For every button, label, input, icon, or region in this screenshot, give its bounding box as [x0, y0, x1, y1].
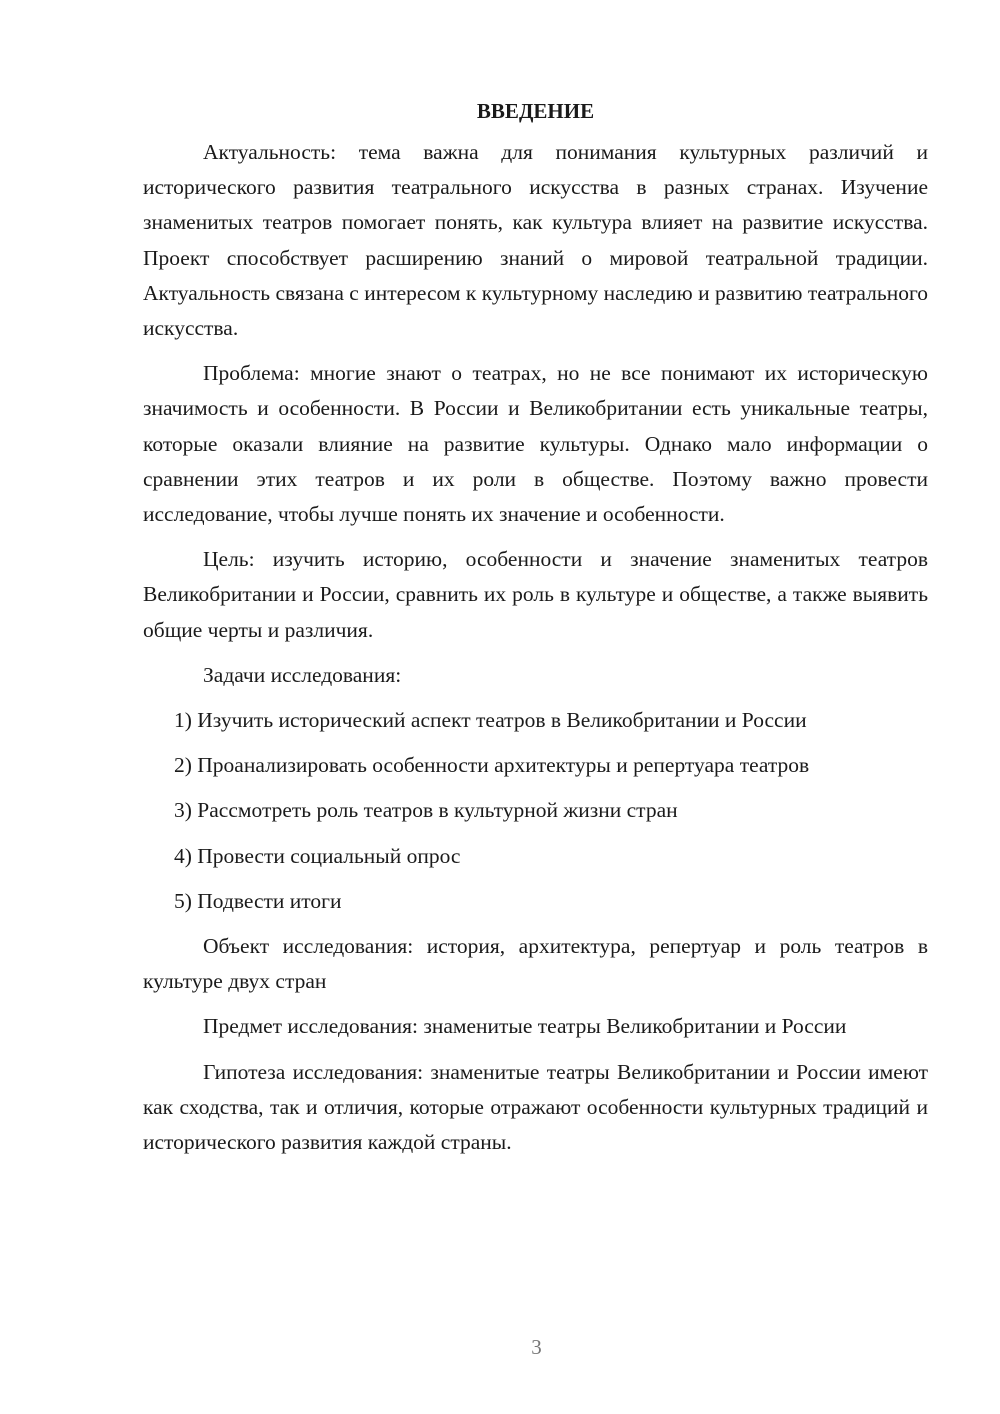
- relevance-paragraph: Актуальность: тема важна для понимания культурных различий и исторического развития театрального искусства в разных странах. Изучение знаменитых театров помогает понять, как культура влияет на развитие искусства. Проект способствует расширению знаний о мировой театральной традиции. Актуальность связана с интересом к культурному наследию и развитию театрального искусства.: [143, 140, 928, 341]
- problem-paragraph: Проблема: многие знают о театрах, но не все понимают их историческую значимость и особенности. В России и Великобритании есть уникальные театры, которые оказали влияние на развитие культуры. Однако мало информации о сравнении этих театров и их роли в обществе. Поэтому важно провести исследование, чтобы лучше понять их значение и особенности.: [143, 361, 928, 527]
- page-number: 3: [531, 1335, 542, 1359]
- task-item-1: 1) Изучить исторический аспект театров в Великобритании и России: [174, 708, 807, 733]
- tasks-list: [143, 703, 928, 919]
- subject-paragraph: Предмет исследования: знаменитые театры Великобритании и России: [203, 1014, 847, 1039]
- task-item-4: 4) Провести социальный опрос: [174, 843, 461, 868]
- task-item-3: 3) Рассмотреть роль театров в культурной жизни стран: [174, 798, 678, 823]
- object-paragraph: Объект исследования: история, архитектура, репертуар и роль театров в культуре двух стран: [143, 934, 928, 994]
- task-item-5: 5) Подвести итоги: [174, 888, 342, 913]
- task-item-2: 2) Проанализировать особенности архитектуры и репертуара театров: [174, 753, 810, 778]
- hypothesis-paragraph: Гипотеза исследования: знаменитые театры Великобритании и России имеют как сходства, так и отличия, которые отражают особенности культурных традиций и исторического развития каждой страны.: [143, 1059, 928, 1155]
- tasks-heading: Задачи исследования:: [203, 662, 402, 687]
- goal-paragraph: Цель: изучить историю, особенности и значение знаменитых театров Великобритании и России, сравнить их роль в культуре и обществе, а также выявить общие черты и различия.: [143, 547, 928, 642]
- document-page: [143, 96, 928, 1170]
- page-title: ВВЕДЕНИЕ: [476, 99, 595, 123]
